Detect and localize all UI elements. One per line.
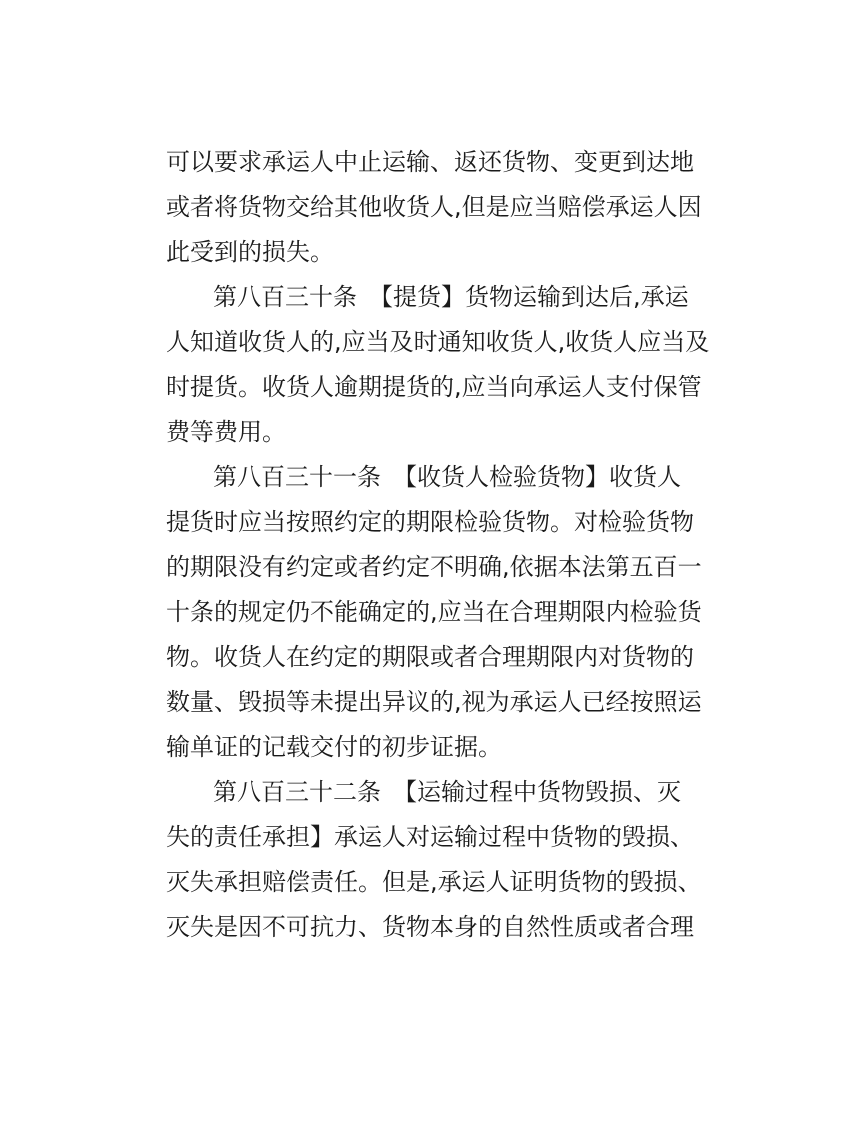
text-line: 此受到的损失。 <box>166 238 334 266</box>
text-line: 或者将货物交给其他收货人,但是应当赔偿承运人因 <box>166 193 702 221</box>
body-text <box>166 140 710 950</box>
article-832-heading-line: 第八百三十二条 【运输过程中货物毁损、灭 <box>213 778 681 806</box>
text-line: 人知道收货人的,应当及时通知收货人,收货人应当及 <box>166 328 710 356</box>
text-line: 灭失是因不可抗力、货物本身的自然性质或者合理 <box>166 913 694 941</box>
article-830-heading-line: 第八百三十条 【提货】货物运输到达后,承运 <box>213 283 689 311</box>
text-line: 提货时应当按照约定的期限检验货物。对检验货物 <box>166 508 694 536</box>
text-line: 输单证的记载交付的初步证据。 <box>166 733 502 761</box>
text-line: 的期限没有约定或者约定不明确,依据本法第五百一 <box>166 553 702 581</box>
text-line: 失的责任承担】承运人对运输过程中货物的毁损、 <box>166 823 694 851</box>
text-line: 费等费用。 <box>166 418 286 446</box>
text-line: 十条的规定仍不能确定的,应当在合理期限内检验货 <box>166 598 702 626</box>
text-line: 可以要求承运人中止运输、返还货物、变更到达地 <box>166 148 694 176</box>
text-line: 物。收货人在约定的期限或者合理期限内对货物的 <box>166 643 694 671</box>
text-line: 时提货。收货人逾期提货的,应当向承运人支付保管 <box>166 373 702 401</box>
article-831-heading-line: 第八百三十一条 【收货人检验货物】收货人 <box>213 463 681 491</box>
text-line: 数量、毁损等未提出异议的,视为承运人已经按照运 <box>166 688 702 716</box>
text-line: 灭失承担赔偿责任。但是,承运人证明货物的毁损、 <box>166 868 702 896</box>
